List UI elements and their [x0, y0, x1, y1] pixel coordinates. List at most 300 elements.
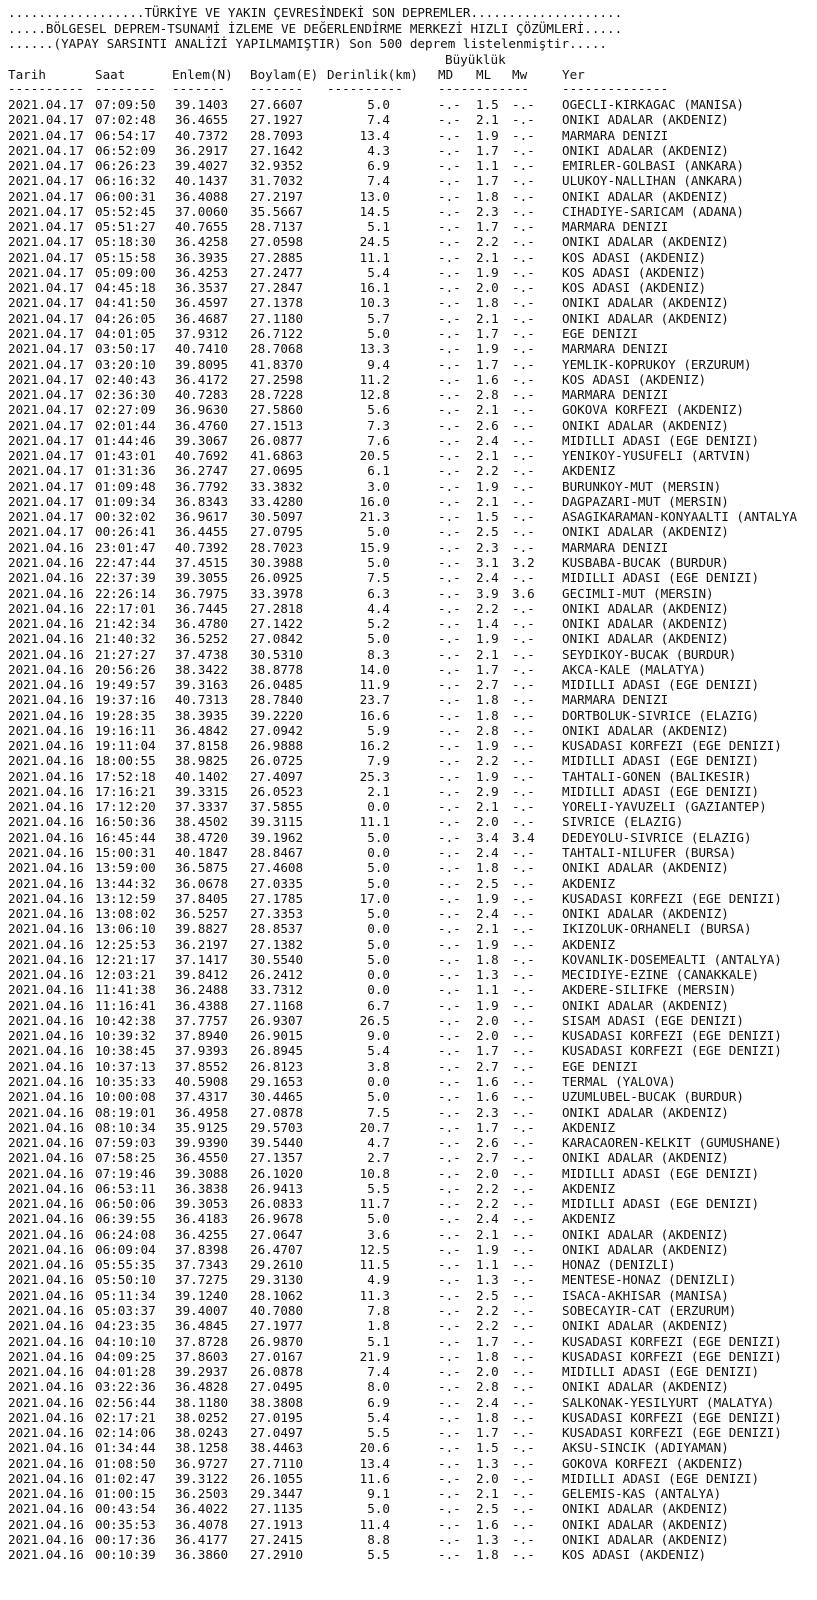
- time-cell: 05:50:10: [95, 1272, 156, 1288]
- ml-magnitude-cell: 1.7: [476, 325, 499, 341]
- longitude-cell: 29.3447: [250, 1486, 304, 1502]
- mw-magnitude-cell: -.-: [512, 173, 535, 189]
- ml-magnitude-cell: 1.9: [476, 936, 499, 952]
- time-cell: 06:39:55: [95, 1211, 156, 1227]
- date-cell: 2021.04.17: [8, 493, 84, 509]
- md-magnitude-cell: -.-: [438, 234, 461, 250]
- date-cell: 2021.04.16: [8, 1440, 84, 1456]
- mw-magnitude-cell: -.-: [512, 112, 535, 128]
- depth-cell: 13.4: [359, 127, 390, 143]
- earthquake-row: [0, 341, 817, 356]
- ml-magnitude-cell: 2.2: [476, 1318, 499, 1334]
- location-cell: KUSADASI KORFEZI (EGE DENIZI): [562, 1028, 782, 1044]
- time-cell: 06:53:11: [95, 1180, 156, 1196]
- earthquake-row: [0, 1349, 817, 1364]
- md-magnitude-cell: -.-: [438, 97, 461, 112]
- depth-cell: 5.5: [367, 1425, 390, 1441]
- ml-magnitude-cell: 2.1: [476, 921, 499, 937]
- latitude-cell: 40.1402: [175, 768, 229, 784]
- ml-magnitude-cell: 1.7: [476, 1425, 499, 1441]
- md-magnitude-cell: -.-: [438, 1104, 461, 1120]
- date-cell: 2021.04.16: [8, 936, 84, 952]
- mw-magnitude-cell: -.-: [512, 1302, 535, 1318]
- earthquake-row: [0, 448, 817, 463]
- latitude-cell: 37.9393: [175, 1043, 229, 1059]
- date-cell: 2021.04.16: [8, 1135, 84, 1151]
- location-cell: ONIKI ADALAR (AKDENIZ): [562, 524, 729, 540]
- longitude-cell: 26.9870: [250, 1333, 304, 1349]
- ml-magnitude-cell: 2.8: [476, 722, 499, 738]
- time-cell: 10:37:13: [95, 1058, 156, 1074]
- longitude-cell: 31.7032: [250, 173, 304, 189]
- earthquake-row: [0, 158, 817, 173]
- depth-cell: 5.9: [367, 722, 390, 738]
- mw-magnitude-cell: -.-: [512, 982, 535, 998]
- mw-magnitude-cell: -.-: [512, 616, 535, 632]
- time-cell: 21:42:34: [95, 616, 156, 632]
- location-cell: MIDILLI ADASI (EGE DENIZI): [562, 570, 760, 586]
- date-cell: 2021.04.16: [8, 570, 84, 586]
- mw-magnitude-cell: -.-: [512, 783, 535, 799]
- date-cell: 2021.04.16: [8, 1486, 84, 1502]
- mw-magnitude-cell: -.-: [512, 692, 535, 708]
- subtitle-line: .....BÖLGESEL DEPREM-TSUNAMİ İZLEME VE DEĞERLENDİRME MERKEZİ HIZLI ÇÖZÜMLERİ.....: [8, 21, 623, 36]
- ml-magnitude-cell: 2.9: [476, 783, 499, 799]
- mw-magnitude-cell: -.-: [512, 1043, 535, 1059]
- earthquake-row: [0, 692, 817, 707]
- depth-cell: 7.9: [367, 753, 390, 769]
- location-cell: ISACA-AKHISAR (MANISA): [562, 1287, 729, 1303]
- mw-magnitude-cell: -.-: [512, 1409, 535, 1425]
- date-cell: 2021.04.17: [8, 325, 84, 341]
- latitude-cell: 36.4455: [175, 524, 229, 540]
- mw-magnitude-cell: -.-: [512, 371, 535, 387]
- latitude-cell: 36.2503: [175, 1486, 229, 1502]
- depth-cell: 16.0: [359, 493, 390, 509]
- depth-cell: 6.3: [367, 585, 390, 601]
- time-cell: 10:38:45: [95, 1043, 156, 1059]
- location-cell: ONIKI ADALAR (AKDENIZ): [562, 188, 729, 204]
- md-magnitude-cell: -.-: [438, 692, 461, 708]
- mw-magnitude-cell: -.-: [512, 1455, 535, 1471]
- ml-magnitude-cell: 1.9: [476, 768, 499, 784]
- mw-magnitude-cell: -.-: [512, 387, 535, 403]
- longitude-cell: 27.1357: [250, 1150, 304, 1166]
- longitude-cell: 30.5097: [250, 509, 304, 525]
- time-cell: 07:02:48: [95, 112, 156, 128]
- longitude-cell: 29.5703: [250, 1119, 304, 1135]
- longitude-cell: 39.3115: [250, 814, 304, 830]
- latitude-cell: 37.3337: [175, 799, 229, 815]
- time-cell: 02:40:43: [95, 371, 156, 387]
- ml-magnitude-cell: 1.9: [476, 631, 499, 647]
- depth-cell: 5.1: [367, 219, 390, 235]
- mw-magnitude-cell: -.-: [512, 417, 535, 433]
- earthquake-row: [0, 860, 817, 875]
- earthquake-row: [0, 128, 817, 143]
- time-cell: 22:37:39: [95, 570, 156, 586]
- latitude-cell: 36.9727: [175, 1455, 229, 1471]
- latitude-cell: 36.3935: [175, 249, 229, 265]
- ml-magnitude-cell: 2.1: [476, 448, 499, 464]
- depth-cell: 21.9: [359, 1348, 390, 1364]
- earthquake-row: [0, 1089, 817, 1104]
- md-magnitude-cell: -.-: [438, 1074, 461, 1089]
- ml-magnitude-cell: 1.9: [476, 478, 499, 494]
- ml-magnitude-cell: 1.6: [476, 1074, 499, 1089]
- latitude-cell: 36.4022: [175, 1501, 229, 1517]
- date-cell: 2021.04.16: [8, 1425, 84, 1441]
- date-cell: 2021.04.16: [8, 814, 84, 830]
- location-cell: ONIKI ADALAR (AKDENIZ): [562, 1318, 729, 1334]
- earthquake-row: [0, 1135, 817, 1150]
- separator-lon: -------: [250, 81, 304, 96]
- earthquake-row: [0, 814, 817, 829]
- ml-magnitude-cell: 1.5: [476, 1440, 499, 1456]
- earthquake-row: [0, 219, 817, 234]
- location-cell: AKCA-KALE (MALATYA): [562, 661, 707, 677]
- ml-magnitude-cell: 1.5: [476, 509, 499, 525]
- time-cell: 22:26:14: [95, 585, 156, 601]
- longitude-cell: 27.1977: [250, 1318, 304, 1334]
- mw-magnitude-cell: -.-: [512, 432, 535, 448]
- longitude-cell: 26.0725: [250, 753, 304, 769]
- ml-magnitude-cell: 2.4: [476, 845, 499, 861]
- earthquake-row: [0, 1334, 817, 1349]
- latitude-cell: 38.9825: [175, 753, 229, 769]
- earthquake-row: [0, 876, 817, 891]
- earthquake-row: [0, 479, 817, 494]
- time-cell: 13:12:59: [95, 890, 156, 906]
- depth-cell: 11.1: [359, 249, 390, 265]
- depth-cell: 8.8: [367, 1531, 390, 1547]
- mw-magnitude-cell: -.-: [512, 799, 535, 815]
- latitude-cell: 36.4845: [175, 1318, 229, 1334]
- ml-magnitude-cell: 2.1: [476, 493, 499, 509]
- earthquake-row: [0, 1395, 817, 1410]
- date-cell: 2021.04.16: [8, 997, 84, 1013]
- location-cell: AKDENIZ: [562, 936, 616, 952]
- ml-magnitude-cell: 2.0: [476, 814, 499, 830]
- mw-magnitude-cell: -.-: [512, 264, 535, 280]
- ml-magnitude-cell: 2.4: [476, 570, 499, 586]
- earthquake-row: [0, 1257, 817, 1272]
- depth-cell: 7.4: [367, 112, 390, 128]
- latitude-cell: 39.3055: [175, 570, 229, 586]
- earthquake-row: [0, 1120, 817, 1135]
- ml-magnitude-cell: 2.0: [476, 1028, 499, 1044]
- date-cell: 2021.04.16: [8, 1028, 84, 1044]
- md-magnitude-cell: -.-: [438, 387, 461, 403]
- depth-cell: 7.4: [367, 1364, 390, 1380]
- depth-cell: 0.0: [367, 799, 390, 815]
- longitude-cell: 28.8467: [250, 845, 304, 861]
- ml-magnitude-cell: 2.2: [476, 1180, 499, 1196]
- location-cell: KUSADASI KORFEZI (EGE DENIZI): [562, 1348, 782, 1364]
- longitude-cell: 37.5855: [250, 799, 304, 815]
- date-cell: 2021.04.17: [8, 264, 84, 280]
- latitude-cell: 36.7445: [175, 600, 229, 616]
- depth-cell: 5.0: [367, 1211, 390, 1227]
- mw-magnitude-cell: -.-: [512, 1440, 535, 1456]
- time-cell: 19:49:57: [95, 677, 156, 693]
- date-cell: 2021.04.16: [8, 600, 84, 616]
- depth-cell: 4.7: [367, 1135, 390, 1151]
- ml-magnitude-cell: 2.2: [476, 234, 499, 250]
- longitude-cell: 28.7228: [250, 387, 304, 403]
- depth-cell: 20.6: [359, 1440, 390, 1456]
- md-magnitude-cell: -.-: [438, 921, 461, 937]
- location-cell: KOS ADASI (AKDENIZ): [562, 280, 707, 296]
- location-cell: AKDERE-SILIFKE (MERSIN): [562, 982, 737, 998]
- mw-magnitude-cell: -.-: [512, 570, 535, 586]
- earthquake-row: [0, 402, 817, 417]
- depth-cell: 0.0: [367, 921, 390, 937]
- mw-magnitude-cell: -.-: [512, 1119, 535, 1135]
- depth-cell: 15.9: [359, 539, 390, 555]
- date-cell: 2021.04.16: [8, 616, 84, 632]
- ml-magnitude-cell: 3.9: [476, 585, 499, 601]
- latitude-cell: 37.8158: [175, 738, 229, 754]
- date-cell: 2021.04.16: [8, 1058, 84, 1074]
- date-cell: 2021.04.17: [8, 402, 84, 418]
- location-cell: EGE DENIZI: [562, 325, 638, 341]
- md-magnitude-cell: -.-: [438, 814, 461, 830]
- longitude-cell: 30.5310: [250, 646, 304, 662]
- longitude-cell: 41.8370: [250, 356, 304, 372]
- longitude-cell: 26.1055: [250, 1470, 304, 1486]
- longitude-cell: 26.2412: [250, 967, 304, 983]
- time-cell: 05:55:35: [95, 1257, 156, 1273]
- latitude-cell: 40.7392: [175, 539, 229, 555]
- longitude-cell: 27.3353: [250, 906, 304, 922]
- earthquake-row: [0, 555, 817, 570]
- md-magnitude-cell: -.-: [438, 1135, 461, 1151]
- latitude-cell: 40.1847: [175, 845, 229, 861]
- mw-magnitude-cell: -.-: [512, 1287, 535, 1303]
- latitude-cell: 36.8343: [175, 493, 229, 509]
- latitude-cell: 37.4738: [175, 646, 229, 662]
- ml-magnitude-cell: 2.4: [476, 906, 499, 922]
- longitude-cell: 32.9352: [250, 158, 304, 174]
- mw-magnitude-cell: -.-: [512, 1501, 535, 1517]
- ml-magnitude-cell: 1.9: [476, 1241, 499, 1257]
- location-cell: MIDILLI ADASI (EGE DENIZI): [562, 753, 760, 769]
- mw-magnitude-cell: -.-: [512, 219, 535, 235]
- ml-magnitude-cell: 2.4: [476, 432, 499, 448]
- depth-cell: 5.2: [367, 616, 390, 632]
- latitude-cell: 39.9390: [175, 1135, 229, 1151]
- ml-magnitude-cell: 2.5: [476, 1287, 499, 1303]
- latitude-cell: 38.3422: [175, 661, 229, 677]
- ml-magnitude-cell: 1.5: [476, 97, 499, 112]
- location-cell: ONIKI ADALAR (AKDENIZ): [562, 997, 729, 1013]
- location-cell: HONAZ (DENIZLI): [562, 1257, 676, 1273]
- earthquake-row: [0, 524, 817, 539]
- earthquake-row: [0, 280, 817, 295]
- earthquake-row: [0, 463, 817, 478]
- longitude-cell: 27.0497: [250, 1425, 304, 1441]
- latitude-cell: 39.4027: [175, 158, 229, 174]
- time-cell: 05:09:00: [95, 264, 156, 280]
- time-cell: 18:00:55: [95, 753, 156, 769]
- latitude-cell: 36.4253: [175, 264, 229, 280]
- longitude-cell: 33.4280: [250, 493, 304, 509]
- date-cell: 2021.04.16: [8, 1501, 84, 1517]
- earthquake-row: [0, 906, 817, 921]
- md-magnitude-cell: -.-: [438, 906, 461, 922]
- ml-magnitude-cell: 1.8: [476, 295, 499, 311]
- depth-cell: 5.6: [367, 402, 390, 418]
- ml-magnitude-cell: 1.8: [476, 951, 499, 967]
- depth-cell: 6.9: [367, 158, 390, 174]
- md-magnitude-cell: -.-: [438, 1180, 461, 1196]
- latitude-cell: 37.4317: [175, 1089, 229, 1105]
- date-cell: 2021.04.16: [8, 554, 84, 570]
- depth-cell: 5.0: [367, 325, 390, 341]
- md-magnitude-cell: -.-: [438, 1150, 461, 1166]
- date-cell: 2021.04.16: [8, 1089, 84, 1105]
- date-cell: 2021.04.16: [8, 1379, 84, 1395]
- earthquake-row: [0, 967, 817, 982]
- latitude-cell: 37.7275: [175, 1272, 229, 1288]
- md-magnitude-cell: -.-: [438, 341, 461, 357]
- time-cell: 11:16:41: [95, 997, 156, 1013]
- separator-time: --------: [95, 81, 156, 96]
- latitude-cell: 36.4550: [175, 1150, 229, 1166]
- ml-magnitude-cell: 1.7: [476, 356, 499, 372]
- md-magnitude-cell: -.-: [438, 860, 461, 876]
- date-cell: 2021.04.17: [8, 97, 84, 112]
- md-magnitude-cell: -.-: [438, 1348, 461, 1364]
- md-magnitude-cell: -.-: [438, 1257, 461, 1273]
- mw-magnitude-cell: -.-: [512, 448, 535, 464]
- earthquake-row: [0, 769, 817, 784]
- time-cell: 07:59:03: [95, 1135, 156, 1151]
- location-cell: TERMAL (YALOVA): [562, 1074, 676, 1089]
- column-header-mw: Mw: [512, 67, 528, 82]
- separator-date: ----------: [8, 81, 84, 96]
- location-cell: KOS ADASI (AKDENIZ): [562, 249, 707, 265]
- mw-magnitude-cell: -.-: [512, 463, 535, 479]
- latitude-cell: 36.3838: [175, 1180, 229, 1196]
- latitude-cell: 36.2747: [175, 463, 229, 479]
- location-cell: MARMARA DENIZI: [562, 539, 669, 555]
- depth-cell: 5.0: [367, 860, 390, 876]
- location-cell: EGE DENIZI: [562, 1058, 638, 1074]
- longitude-cell: 39.5440: [250, 1135, 304, 1151]
- mw-magnitude-cell: 3.4: [512, 829, 535, 845]
- mw-magnitude-cell: -.-: [512, 158, 535, 174]
- latitude-cell: 38.0243: [175, 1425, 229, 1441]
- mw-magnitude-cell: -.-: [512, 493, 535, 509]
- location-cell: KUSADASI KORFEZI (EGE DENIZI): [562, 890, 782, 906]
- md-magnitude-cell: -.-: [438, 585, 461, 601]
- longitude-cell: 27.2415: [250, 1531, 304, 1547]
- earthquake-row: [0, 418, 817, 433]
- ml-magnitude-cell: 1.7: [476, 661, 499, 677]
- mw-magnitude-cell: -.-: [512, 1333, 535, 1349]
- date-cell: 2021.04.17: [8, 524, 84, 540]
- time-cell: 02:01:44: [95, 417, 156, 433]
- location-cell: ONIKI ADALAR (AKDENIZ): [562, 1104, 729, 1120]
- depth-cell: 11.1: [359, 814, 390, 830]
- latitude-cell: 37.1417: [175, 951, 229, 967]
- location-cell: TAHTALI-NILUFER (BURSA): [562, 845, 737, 861]
- earthquake-row: [0, 1379, 817, 1394]
- depth-cell: 5.0: [367, 936, 390, 952]
- earthquake-row: [0, 357, 817, 372]
- md-magnitude-cell: -.-: [438, 875, 461, 891]
- depth-cell: 10.8: [359, 1165, 390, 1181]
- earthquake-row: [0, 921, 817, 936]
- depth-cell: 9.0: [367, 1028, 390, 1044]
- mw-magnitude-cell: -.-: [512, 1074, 535, 1089]
- depth-cell: 2.1: [367, 783, 390, 799]
- longitude-cell: 27.2197: [250, 188, 304, 204]
- ml-magnitude-cell: 2.7: [476, 1150, 499, 1166]
- ml-magnitude-cell: 1.9: [476, 738, 499, 754]
- location-cell: ONIKI ADALAR (AKDENIZ): [562, 1226, 729, 1242]
- earthquake-row: [0, 494, 817, 509]
- ml-magnitude-cell: 1.8: [476, 1348, 499, 1364]
- time-cell: 03:20:10: [95, 356, 156, 372]
- ml-magnitude-cell: 2.7: [476, 1058, 499, 1074]
- column-header-lat: Enlem(N): [172, 67, 233, 82]
- depth-cell: 5.0: [367, 554, 390, 570]
- time-cell: 01:09:34: [95, 493, 156, 509]
- depth-cell: 7.5: [367, 1104, 390, 1120]
- latitude-cell: 37.0060: [175, 203, 229, 219]
- depth-cell: 21.3: [359, 509, 390, 525]
- earthquake-row: [0, 891, 817, 906]
- time-cell: 21:27:27: [95, 646, 156, 662]
- ml-magnitude-cell: 2.4: [476, 1211, 499, 1227]
- location-cell: ONIKI ADALAR (AKDENIZ): [562, 142, 729, 158]
- location-cell: ONIKI ADALAR (AKDENIZ): [562, 417, 729, 433]
- depth-cell: 0.0: [367, 967, 390, 983]
- ml-magnitude-cell: 1.9: [476, 264, 499, 280]
- longitude-cell: 27.2477: [250, 264, 304, 280]
- earthquake-row: [0, 1547, 817, 1562]
- mw-magnitude-cell: -.-: [512, 768, 535, 784]
- time-cell: 08:10:34: [95, 1119, 156, 1135]
- longitude-cell: 27.5860: [250, 402, 304, 418]
- latitude-cell: 36.4687: [175, 310, 229, 326]
- location-cell: MIDILLI ADASI (EGE DENIZI): [562, 1364, 760, 1380]
- md-magnitude-cell: -.-: [438, 173, 461, 189]
- ml-magnitude-cell: 2.0: [476, 280, 499, 296]
- mw-magnitude-cell: -.-: [512, 631, 535, 647]
- time-cell: 12:03:21: [95, 967, 156, 983]
- depth-cell: 0.0: [367, 982, 390, 998]
- ml-magnitude-cell: 2.0: [476, 1364, 499, 1380]
- time-cell: 05:03:37: [95, 1302, 156, 1318]
- latitude-cell: 40.7283: [175, 387, 229, 403]
- latitude-cell: 38.0252: [175, 1409, 229, 1425]
- longitude-cell: 39.2220: [250, 707, 304, 723]
- mw-magnitude-cell: -.-: [512, 738, 535, 754]
- date-cell: 2021.04.16: [8, 1196, 84, 1212]
- mw-magnitude-cell: -.-: [512, 356, 535, 372]
- date-cell: 2021.04.16: [8, 890, 84, 906]
- ml-magnitude-cell: 1.9: [476, 890, 499, 906]
- date-cell: 2021.04.17: [8, 463, 84, 479]
- separator-magnitude: ------------: [438, 81, 529, 96]
- md-magnitude-cell: -.-: [438, 982, 461, 998]
- latitude-cell: 40.7692: [175, 448, 229, 464]
- depth-cell: 5.5: [367, 1547, 390, 1563]
